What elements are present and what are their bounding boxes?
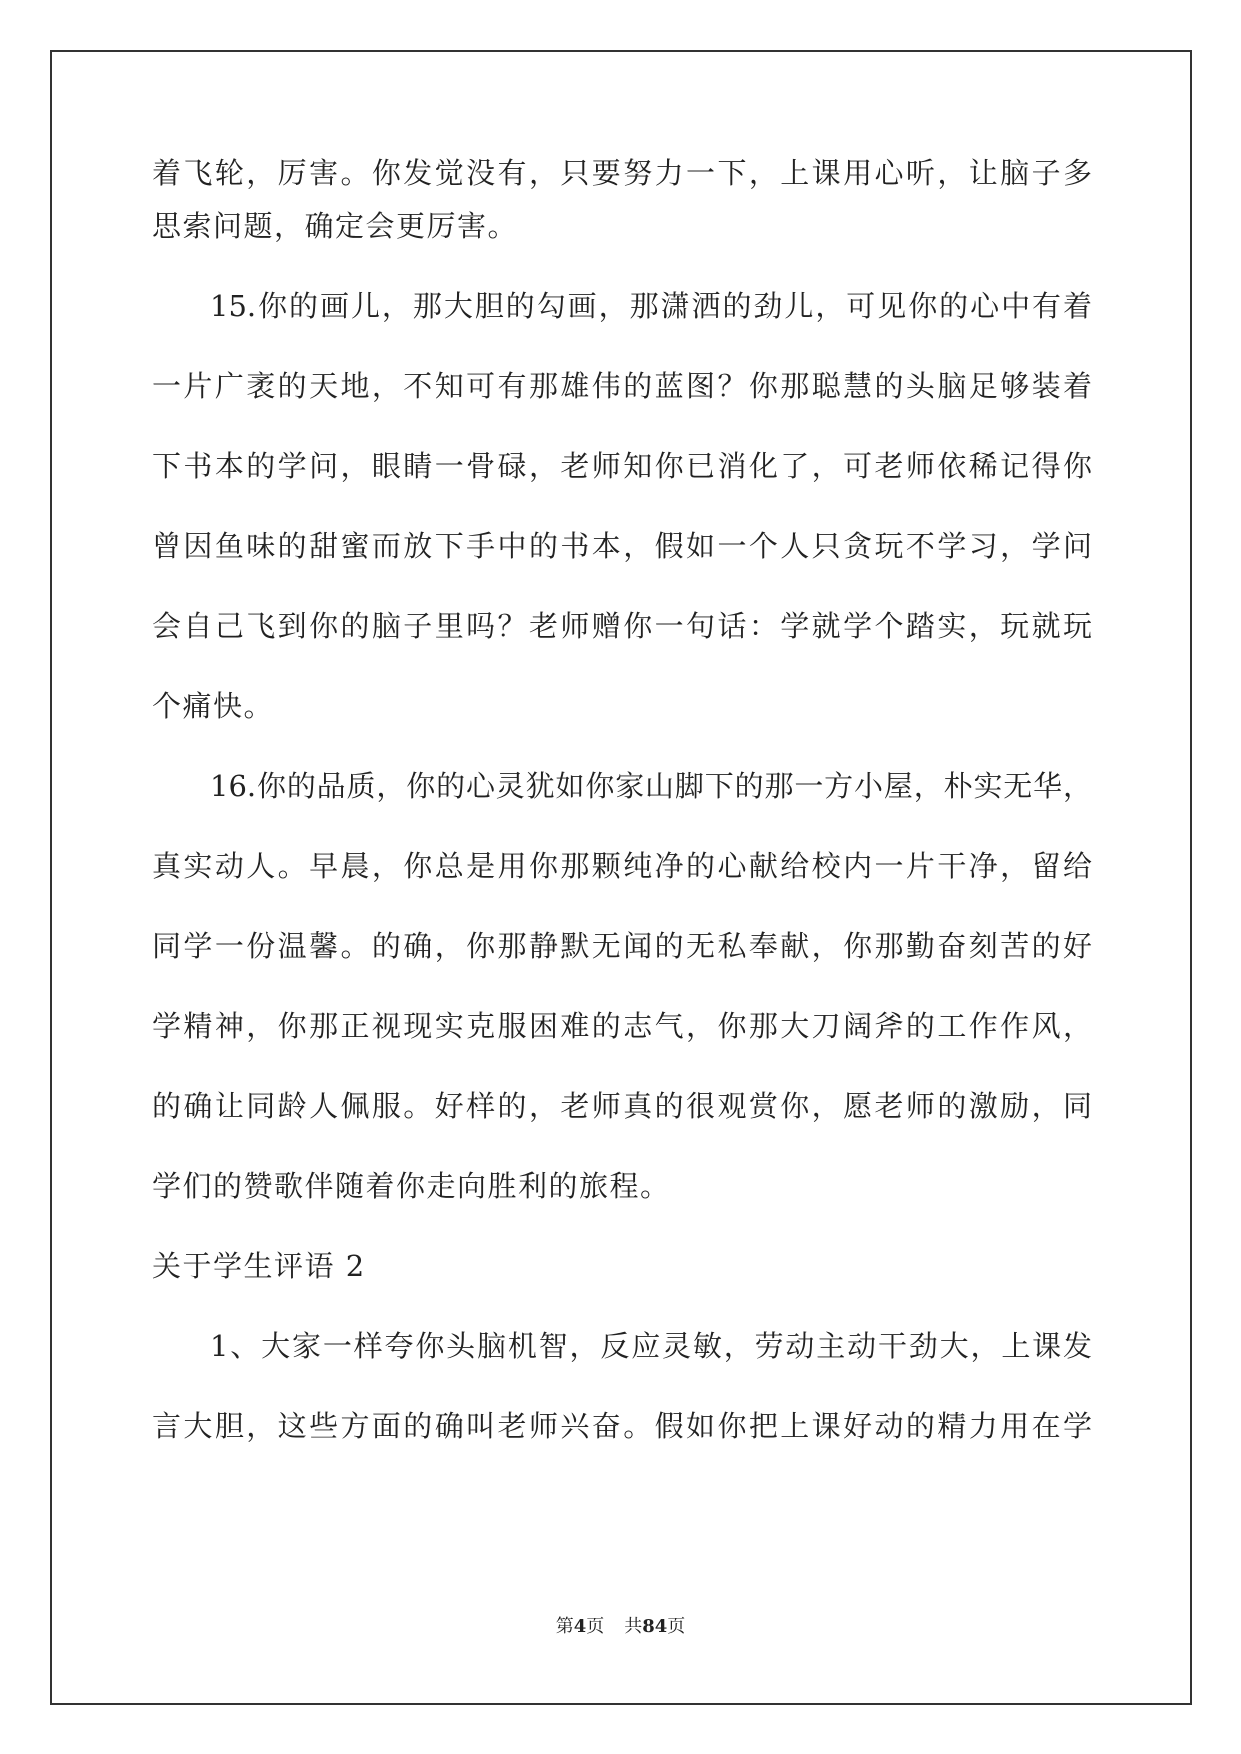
- paragraph-line: 真实动人。早晨，你总是用你那颗纯净的心献给校内一片干净，留给: [152, 849, 1092, 883]
- paragraph-line: 1、大家一样夸你头脑机智，反应灵敏，劳动主动干劲大，上课发: [210, 1329, 1092, 1363]
- paragraph-line: 言大胆，这些方面的确叫老师兴奋。假如你把上课好动的精力用在学: [152, 1409, 1092, 1443]
- page-current: 4: [573, 1616, 587, 1637]
- section-heading: 关于学生评语 2: [152, 1249, 366, 1283]
- page-prefix: 第: [555, 1616, 574, 1637]
- total-pages: 84: [642, 1616, 668, 1637]
- paragraph-line: 同学一份温馨。的确，你那静默无闻的无私奉献，你那勤奋刻苦的好: [152, 929, 1092, 963]
- paragraph-line: 学们的赞歌伴随着你走向胜利的旅程。: [152, 1169, 671, 1203]
- page-suffix: 页: [586, 1616, 605, 1637]
- paragraph-line: 一片广袤的天地，不知可有那雄伟的蓝图？你那聪慧的头脑足够装着: [152, 369, 1092, 403]
- document-body: [152, 156, 1092, 1466]
- paragraph-line: 个痛快。: [152, 689, 275, 723]
- paragraph-line: 思索问题，确定会更厉害。: [152, 209, 519, 243]
- paragraph-line: 16.你的品质，你的心灵犹如你家山脚下的那一方小屋，朴实无华，: [210, 769, 1092, 803]
- paragraph-line: 15.你的画儿，那大胆的勾画，那潇洒的劲儿，可见你的心中有着: [210, 289, 1092, 323]
- paragraph-line: 学精神，你那正视现实克服困难的志气，你那大刀阔斧的工作作风，: [152, 1009, 1092, 1043]
- paragraph-line: 的确让同龄人佩服。好样的，老师真的很观赏你，愿老师的激励，同: [152, 1089, 1092, 1123]
- page-footer: [0, 1612, 1241, 1638]
- paragraph-line: 下书本的学问，眼睛一骨碌，老师知你已消化了，可老师依稀记得你: [152, 449, 1092, 483]
- paragraph-line: 曾因鱼味的甜蜜而放下手中的书本，假如一个人只贪玩不学习，学问: [152, 529, 1092, 563]
- total-prefix: 共: [624, 1616, 643, 1637]
- paragraph-line: 会自己飞到你的脑子里吗？老师赠你一句话：学就学个踏实，玩就玩: [152, 609, 1092, 643]
- paragraph-line: 着飞轮，厉害。你发觉没有，只要努力一下，上课用心听，让脑子多: [152, 156, 1092, 190]
- total-suffix: 页: [667, 1616, 686, 1637]
